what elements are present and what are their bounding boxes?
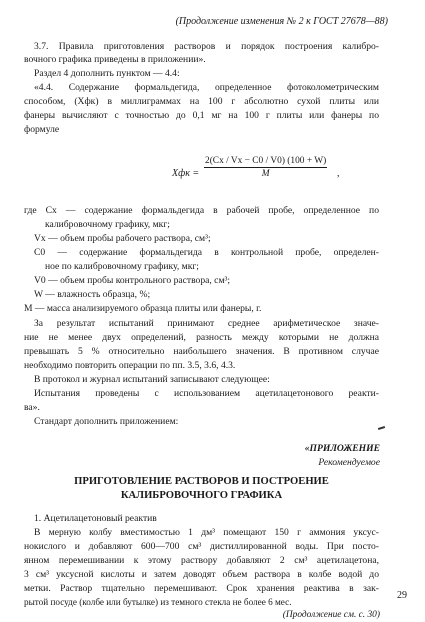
body-line: рытой посуде (колбе или бутылке) из темного стекла не более 6 мес. [24, 597, 292, 607]
continuation-note: (Продолжение см. с. 30) [282, 610, 380, 620]
formula-lhs: Xфк = [172, 168, 200, 179]
formula-comma: , [337, 168, 340, 179]
paragraph-line: Испытания проведены с использованием ацетилацетонового реакти- [34, 388, 379, 399]
appendix-sub: Рекомендуемое [318, 457, 380, 468]
formula-denominator: M [261, 169, 270, 179]
where-line: V0 — объем пробы контрольного раствора, см³; [34, 275, 231, 286]
running-header: (Продолжение изменения № 2 к ГОСТ 27678—88) [175, 16, 388, 27]
formula-numerator: 2(Cx / Vx − C0 / V0) (100 + W) [205, 156, 327, 166]
formula-fraction [204, 156, 327, 179]
where-line: C0 — содержание формальдегида в контрольной пробе, определен- [34, 247, 379, 258]
where-line: Vx — объем пробы рабочего раствора, см³; [34, 233, 211, 244]
where-line: W — влажность образца, %; [34, 289, 151, 300]
paragraph-line: фанеры вычисляют с точностью до 0,1 мг на 100 г плиты или фанеры по [24, 110, 379, 121]
where-line: M — масса анализируемого образца плиты или фанеры, г. [24, 303, 262, 314]
appendix-label: «ПРИЛОЖЕНИЕ [304, 443, 380, 454]
where-line: калибровочному графику, мкг; [45, 219, 170, 230]
appendix-title: КАЛИБРОВОЧНОГО ГРАФИКА [120, 490, 283, 501]
paragraph-line: ние не менее двух определений, разность между которыми не должна [24, 332, 379, 343]
paragraph-line: «4.4. Содержание формальдегида, определенное фотоколометрическим [34, 82, 379, 93]
body-line: янном перемешивании к этому раствору добавляют 2 см³ ацетилацетона, [24, 555, 379, 566]
where-line: ное по калибровочному графику, мкг; [45, 261, 199, 272]
page-number: 29 [397, 590, 407, 601]
body-line: 3 см³ уксусной кислоты и затем доводят объем раствора в колбе водой до [24, 569, 379, 580]
paragraph-line: В протокол и журнал испытаний записывают следующее: [34, 374, 270, 385]
paragraph-line: За результат испытаний принимают среднее арифметическое значе- [34, 318, 379, 329]
paragraph-line: вочного графика приведены в приложении». [24, 54, 206, 65]
body-line: метки. Раствор тщательно перемешивают. Срок хранения реактива в зак- [24, 583, 379, 594]
body-line: В мерную колбу вместимостью 1 дм³ помещают 150 г аммония уксус- [34, 527, 379, 538]
ink-dash [378, 426, 385, 430]
body-line: 1. Ацетилацетоновый реактив [34, 513, 157, 524]
paragraph-line: формуле [24, 124, 60, 135]
paragraph-line: способом, (Xфк) в миллиграммах на 100 г абсолютно сухой плиты или [24, 96, 379, 107]
paragraph-line: 3.7. Правила приготовления растворов и порядок построения калибро- [34, 41, 379, 52]
paragraph-line: Раздел 4 дополнить пунктом — 4.4: [34, 68, 180, 79]
paragraph-line: Стандарт дополнить приложением: [34, 416, 179, 427]
formula [172, 156, 372, 192]
where-line: где Cx — содержание формальдегида в рабочей пробе, определенное по [24, 205, 379, 216]
body-line: нокислого и добавляют 600—700 см³ дистиллированной воды. При посто- [24, 541, 379, 552]
appendix-title: ПРИГОТОВЛЕНИЕ РАСТВОРОВ И ПОСТРОЕНИЕ [74, 476, 329, 487]
paragraph-line: ва». [24, 402, 40, 413]
paragraph-line: необходимо повторить операции по пп. 3.5, 3.6, 4.3. [24, 360, 236, 371]
paragraph-line: превышать 5 % относительно наибольшего значения. В противном случае [24, 346, 379, 357]
